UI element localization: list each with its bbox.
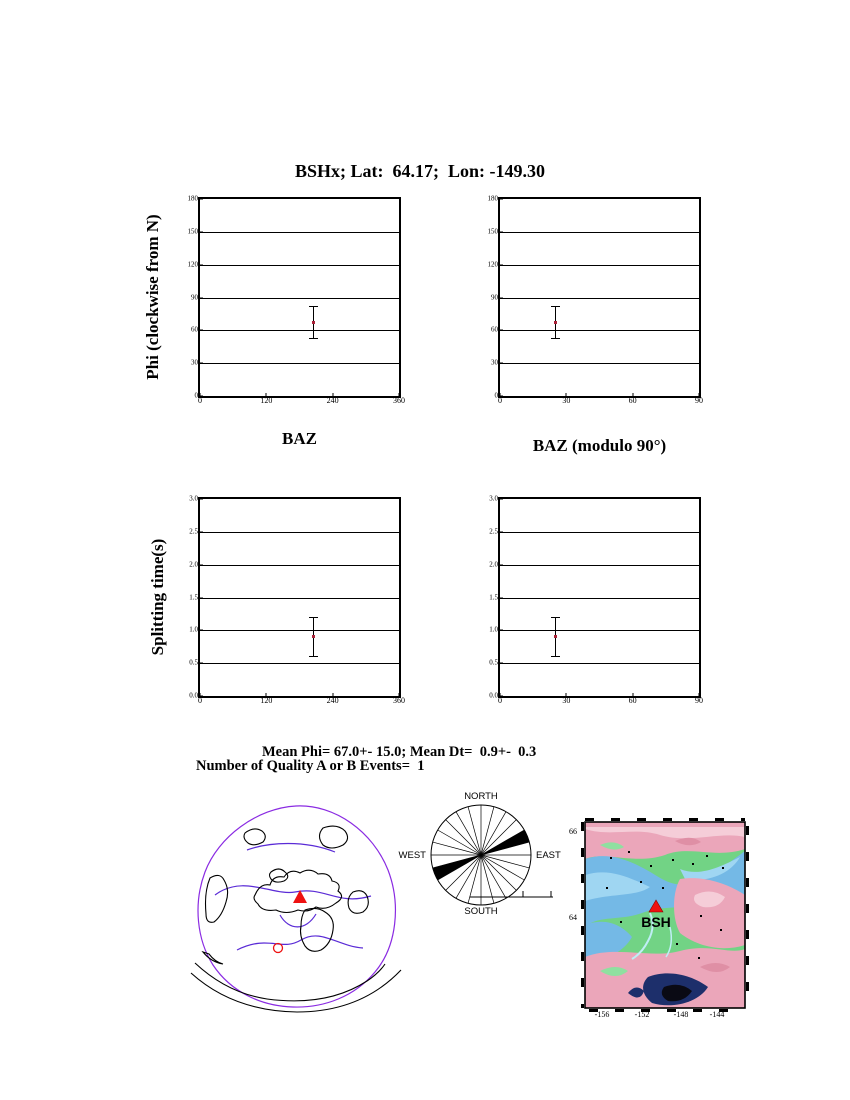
y-tick-label: 2.5	[189, 527, 198, 536]
y-axis-title-phi: Phi (clockwise from N)	[143, 214, 162, 380]
error-bar-cap-top	[551, 306, 560, 307]
world-coastlines	[191, 826, 401, 1012]
rose-sector-line	[481, 855, 529, 868]
gridline	[200, 630, 399, 631]
plot-phi-vs-baz-mod90	[487, 194, 703, 405]
y-tick-label: 1.0	[489, 625, 498, 634]
y-tick-label: 3.0	[189, 494, 198, 503]
x-tick-label: 360	[393, 696, 405, 705]
gridline	[500, 598, 699, 599]
y-tick-label: 0	[194, 391, 198, 400]
gridline	[500, 232, 699, 233]
x-tick-label: 30	[562, 696, 571, 705]
gridline	[200, 663, 399, 664]
y-tick-mark	[200, 597, 203, 598]
x-tick-label: 0	[198, 696, 202, 705]
y-tick-mark	[200, 231, 203, 232]
y-tick-label: 0.5	[489, 658, 498, 667]
gridline	[500, 363, 699, 364]
rose-label-west: WEST	[398, 850, 426, 861]
error-bar-cap-bottom	[309, 656, 318, 657]
gridline	[200, 363, 399, 364]
y-tick-mark	[200, 499, 203, 500]
topo-lon-label-148: -148	[673, 1010, 689, 1019]
y-tick-mark	[200, 297, 203, 298]
error-bar-cap-bottom	[551, 656, 560, 657]
y-tick-mark	[500, 597, 503, 598]
x-tick-mark	[266, 393, 267, 396]
event-circle-marker	[274, 944, 283, 953]
data-point	[312, 635, 315, 638]
topo-lat-label-66: 66	[569, 827, 577, 836]
y-tick-label: 1.5	[489, 593, 498, 601]
gridline	[200, 232, 399, 233]
y-tick-mark	[200, 264, 203, 265]
y-tick-label: 60	[491, 325, 498, 334]
x-tick-mark	[500, 693, 501, 696]
rose-sector-line	[468, 807, 481, 855]
topo-map	[580, 817, 750, 1013]
x-tick-label: 0	[198, 396, 202, 405]
gridline	[500, 298, 699, 299]
rose-label-east: EAST	[536, 850, 561, 861]
x-tick-mark	[632, 693, 633, 696]
x-tick-label: 90	[695, 396, 703, 405]
x-tick-mark	[332, 393, 333, 396]
gridline	[200, 265, 399, 266]
y-tick-label: 120	[487, 260, 498, 269]
event-count-text: Number of Quality A or B Events= 1	[196, 758, 425, 774]
y-tick-label: 150	[187, 227, 198, 236]
y-axis-title-splitting-time: Splitting time(s)	[148, 538, 167, 656]
y-tick-mark	[500, 231, 503, 232]
plot-dt-vs-baz	[189, 494, 405, 705]
error-bar-cap-top	[309, 617, 318, 618]
y-tick-mark	[500, 199, 503, 200]
rose-sector-line	[468, 855, 481, 903]
topo-station-label: BSH	[641, 914, 671, 930]
x-tick-label: 60	[628, 396, 637, 405]
rose-sector-line	[481, 807, 494, 855]
gridline	[200, 532, 399, 533]
x-tick-label: 120	[260, 396, 273, 405]
data-point	[554, 321, 557, 324]
y-tick-label: 2.0	[189, 560, 198, 569]
x-tick-mark	[566, 693, 567, 696]
topo-lon-label-152: -152	[634, 1010, 650, 1019]
x-tick-label: 0	[498, 696, 502, 705]
gridline	[500, 532, 699, 533]
x-tick-mark	[699, 393, 700, 396]
y-tick-mark	[500, 330, 503, 331]
error-bar-cap-bottom	[309, 338, 318, 339]
data-point	[312, 321, 315, 324]
y-tick-label: 150	[487, 227, 498, 236]
x-tick-mark	[200, 393, 201, 396]
data-point	[554, 635, 557, 638]
x-tick-mark	[399, 693, 400, 696]
rose-label-north: NORTH	[464, 791, 498, 802]
plot-phi-vs-baz	[187, 194, 405, 405]
y-tick-mark	[500, 297, 503, 298]
x-tick-label: 60	[628, 696, 637, 705]
x-tick-label: 90	[695, 696, 703, 705]
y-tick-label: 1.0	[189, 625, 198, 634]
x-axis-title-baz-mod90: BAZ (modulo 90°)	[532, 436, 667, 455]
y-tick-mark	[200, 663, 203, 664]
x-tick-mark	[399, 393, 400, 396]
rose-sector-line	[433, 842, 481, 855]
x-tick-label: 360	[393, 396, 405, 405]
x-tick-mark	[332, 693, 333, 696]
x-tick-label: 30	[562, 396, 571, 405]
world-map-azimuthal	[185, 800, 405, 1015]
topo-lon-label-156: -156	[594, 1010, 610, 1019]
rose-diagram	[400, 790, 560, 915]
x-tick-mark	[266, 693, 267, 696]
y-tick-label: 3.0	[489, 494, 498, 503]
x-tick-mark	[500, 393, 501, 396]
topo-lon-label-144: -144	[709, 1010, 725, 1019]
gridline	[500, 565, 699, 566]
error-bar-cap-top	[551, 617, 560, 618]
y-tick-mark	[200, 630, 203, 631]
gridline	[200, 565, 399, 566]
y-tick-mark	[200, 330, 203, 331]
gridline	[200, 598, 399, 599]
x-tick-label: 240	[326, 696, 339, 705]
rose-label-south: SOUTH	[464, 906, 498, 917]
y-tick-label: 2.5	[489, 527, 498, 536]
plot-dt-vs-baz-mod90	[489, 494, 703, 705]
plate-boundaries	[198, 806, 395, 1007]
y-tick-mark	[200, 363, 203, 364]
x-tick-label: 120	[260, 696, 273, 705]
y-tick-mark	[200, 564, 203, 565]
y-tick-label: 30	[491, 358, 498, 367]
x-tick-label: 0	[498, 396, 502, 405]
y-tick-mark	[500, 663, 503, 664]
error-bar-cap-top	[309, 306, 318, 307]
y-tick-mark	[500, 264, 503, 265]
gridline	[500, 265, 699, 266]
y-tick-mark	[200, 531, 203, 532]
y-tick-label: 0.0	[189, 691, 198, 700]
x-tick-mark	[632, 393, 633, 396]
y-tick-label: 0	[494, 391, 498, 400]
y-tick-mark	[500, 499, 503, 500]
y-tick-mark	[500, 630, 503, 631]
y-tick-mark	[500, 564, 503, 565]
y-tick-label: 180	[187, 194, 198, 203]
y-tick-label: 0.5	[189, 658, 198, 667]
rose-sectors	[431, 805, 531, 905]
gridline	[500, 663, 699, 664]
y-tick-mark	[500, 531, 503, 532]
error-bar-cap-bottom	[551, 338, 560, 339]
mean-phi-dt-text: Mean Phi= 67.0+- 15.0; Mean Dt= 0.9+- 0.3	[262, 744, 537, 760]
y-tick-label: 0.0	[489, 691, 498, 700]
gridline	[200, 330, 399, 331]
y-tick-mark	[200, 199, 203, 200]
x-tick-mark	[566, 393, 567, 396]
x-axis-title-baz: BAZ	[282, 429, 317, 448]
y-tick-label: 30	[191, 358, 198, 367]
y-tick-label: 1.5	[189, 593, 198, 601]
y-tick-label: 180	[487, 194, 498, 203]
y-tick-label: 120	[187, 260, 198, 269]
gridline	[500, 330, 699, 331]
y-tick-mark	[500, 363, 503, 364]
rose-sector-line	[481, 855, 494, 903]
topo-lat-label-64: 64	[569, 913, 577, 922]
x-tick-mark	[200, 693, 201, 696]
gridline	[200, 298, 399, 299]
y-tick-label: 90	[491, 293, 498, 301]
page-title: BSHx; Lat: 64.17; Lon: -149.30	[294, 161, 545, 181]
y-tick-label: 2.0	[489, 560, 498, 569]
x-tick-mark	[699, 693, 700, 696]
gridline	[500, 630, 699, 631]
y-tick-label: 60	[191, 325, 198, 334]
y-tick-label: 90	[191, 293, 198, 301]
x-tick-label: 240	[326, 396, 339, 405]
